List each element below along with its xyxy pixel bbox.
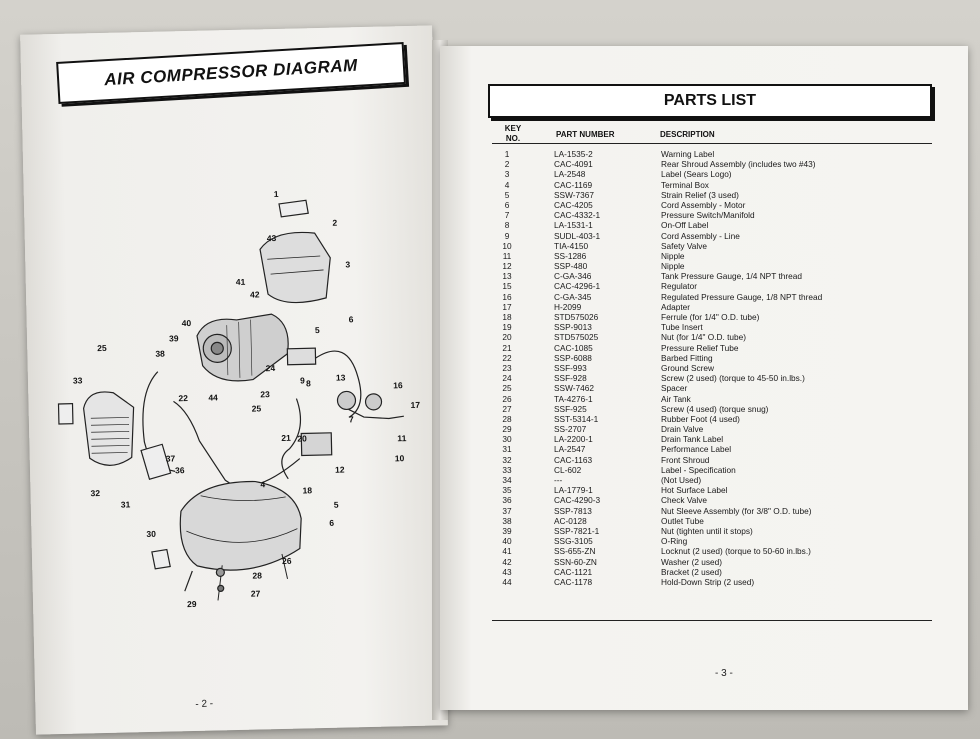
svg-text:17: 17: [410, 399, 421, 410]
part-number-cell: CAC-4296-1: [554, 281, 601, 292]
svg-text:25: 25: [251, 403, 262, 414]
key-cell: 30: [502, 434, 512, 445]
svg-text:10: 10: [394, 453, 405, 464]
drain-label-part: [152, 549, 170, 568]
svg-text:33: 33: [72, 375, 83, 386]
key-cell: 23: [502, 362, 512, 373]
warning-label-part: [279, 200, 308, 217]
svg-text:39: 39: [168, 333, 179, 344]
key-cell: 37: [502, 505, 512, 516]
svg-text:7: 7: [348, 414, 354, 425]
svg-text:21: 21: [281, 432, 291, 443]
part-number-cell: SSF-925: [554, 403, 587, 414]
part-number-cell: LA-2547: [554, 444, 586, 455]
key-cell: 20: [502, 332, 512, 343]
part-number-cell: CAC-4205: [554, 199, 593, 210]
part-number-cell: SS-1286: [554, 250, 587, 261]
description-cell: Air Tank: [661, 393, 691, 404]
key-cell: 7: [504, 210, 510, 221]
part-number-cell: SUDL-403-1: [554, 230, 601, 241]
description-cell: Washer (2 used): [661, 556, 723, 567]
part-number-cell: LA-1531-1: [554, 220, 593, 231]
part-number-cell: ---: [554, 475, 563, 485]
description-cell: Outlet Tube: [661, 515, 704, 526]
description-cell: Label (Sears Logo): [661, 169, 732, 180]
part-number-cell: LA-1535-2: [554, 149, 593, 159]
table-row: [496, 200, 926, 210]
part-number-cell: LA-2200-1: [554, 434, 593, 445]
table-row: [496, 271, 926, 281]
key-cell: 8: [504, 220, 510, 231]
drain-valve-part: [184, 571, 192, 591]
table-row: [496, 353, 926, 363]
table-row: [496, 455, 926, 465]
svg-text:29: 29: [186, 598, 197, 610]
description-cell: Strain Relief (3 used): [661, 189, 739, 200]
key-cell: 27: [502, 403, 512, 414]
svg-text:6: 6: [348, 314, 354, 325]
footer-rule: [492, 620, 932, 621]
svg-text:28: 28: [252, 570, 263, 581]
part-number-cell: CAC-1085: [554, 342, 593, 353]
key-cell: 16: [502, 291, 512, 302]
parts-list-title: PARTS LIST: [488, 84, 932, 118]
description-cell: Rear Shroud Assembly (includes two #43): [661, 159, 816, 170]
table-row: [496, 231, 926, 241]
key-cell: 3: [504, 169, 510, 180]
part-number-cell: CAC-4091: [554, 159, 593, 170]
description-cell: Performance Label: [661, 444, 732, 455]
table-row: [496, 444, 926, 454]
table-row: [496, 159, 926, 169]
part-number-cell: STD575025: [554, 332, 599, 343]
part-number-cell: SST-5314-1: [554, 413, 599, 424]
table-row: [496, 312, 926, 322]
table-row: [496, 434, 926, 444]
svg-text:30: 30: [146, 528, 157, 540]
part-number-header: PART NUMBER: [556, 130, 615, 139]
description-cell: Safety Valve: [661, 240, 707, 251]
svg-text:23: 23: [260, 389, 270, 400]
svg-text:25: 25: [97, 342, 107, 354]
key-cell: 18: [502, 312, 512, 322]
svg-text:8: 8: [305, 378, 311, 389]
description-cell: Adapter: [661, 301, 691, 312]
description-cell: Nut (tighten until it stops): [661, 525, 753, 536]
description-cell: Pressure Relief Tube: [661, 342, 739, 353]
svg-text:42: 42: [249, 289, 260, 300]
description-cell: Screw (2 used) (torque to 45-50 in.lbs.): [661, 373, 805, 384]
key-cell: 24: [502, 373, 512, 384]
table-row: [496, 485, 926, 495]
part-number-cell: CAC-1163: [554, 454, 593, 465]
part-number-cell: CAC-4332-1: [554, 210, 601, 221]
description-cell: Ferrule (for 1/4" O.D. tube): [661, 312, 760, 322]
description-cell: Check Valve: [661, 495, 707, 506]
part-number-cell: SSP-480: [554, 261, 588, 272]
part-number-cell: CAC-1178: [554, 576, 593, 587]
part-number-cell: SSF-928: [554, 373, 587, 384]
air-compressor-exploded-diagram: [42, 106, 434, 634]
key-cell: 25: [502, 383, 512, 394]
part-number-cell: CAC-1121: [554, 566, 593, 577]
svg-text:43: 43: [266, 233, 277, 244]
svg-text:41: 41: [235, 276, 246, 287]
svg-text:22: 22: [178, 393, 188, 404]
description-cell: Label - Specification: [661, 464, 736, 475]
svg-text:37: 37: [165, 453, 176, 464]
svg-text:12: 12: [334, 464, 345, 475]
table-row: [496, 149, 926, 159]
table-row: [496, 506, 926, 516]
table-row: [496, 322, 926, 332]
key-cell: 33: [502, 464, 512, 475]
part-number-cell: SSN-60-ZN: [554, 556, 597, 567]
part-number-cell: SSP-7821-1: [554, 525, 600, 536]
part-number-cell: SSP-6088: [554, 352, 592, 363]
part-number-cell: C-GA-346: [554, 271, 592, 282]
part-number-cell: TA-4276-1: [554, 393, 593, 404]
part-number-cell: STD575026: [554, 312, 599, 322]
description-cell: Nut (for 1/4" O.D. tube): [661, 332, 747, 343]
part-number-cell: SS-655-ZN: [554, 546, 596, 557]
svg-text:18: 18: [302, 485, 313, 496]
table-row: [496, 424, 926, 434]
key-cell: 35: [502, 485, 512, 496]
svg-text:5: 5: [333, 499, 339, 510]
description-cell: Locknut (2 used) (torque to 50-60 in.lbs.): [661, 546, 811, 557]
svg-text:6: 6: [329, 517, 335, 528]
description-cell: Drain Tank Label: [661, 434, 724, 445]
table-row: [496, 516, 926, 526]
svg-text:5: 5: [314, 325, 320, 336]
description-cell: Front Shroud: [661, 454, 710, 465]
diagram-title: AIR COMPRESSOR DIAGRAM: [56, 42, 406, 104]
description-cell: Barbed Fitting: [661, 352, 713, 363]
table-row: [496, 363, 926, 373]
table-row: [496, 383, 926, 393]
parts-table: [496, 149, 926, 587]
svg-text:31: 31: [120, 499, 131, 510]
description-cell: Nut Sleeve Assembly (for 3/8" O.D. tube): [661, 505, 812, 516]
description-cell: (Not Used): [661, 475, 702, 485]
part-number-cell: CAC-1169: [554, 179, 593, 190]
key-cell: 39: [502, 525, 512, 536]
description-cell: Bracket (2 used): [661, 566, 722, 577]
part-number-cell: SS-2707: [554, 424, 587, 435]
part-number-cell: SSP-7813: [554, 505, 592, 516]
part-number-cell: SSG-3105: [554, 536, 593, 547]
left-page: [20, 25, 448, 734]
svg-text:2: 2: [332, 217, 338, 228]
table-row: [496, 546, 926, 556]
terminal-box-part: [287, 348, 315, 365]
table-row: [496, 302, 926, 312]
key-cell: 43: [502, 566, 512, 577]
table-row: [496, 343, 926, 353]
regulated-gauge-part: [365, 394, 381, 410]
key-cell: 38: [502, 515, 512, 526]
part-number-cell: LA-2548: [554, 169, 586, 180]
description-cell: Screw (4 used) (torque snug): [661, 403, 769, 414]
svg-text:1: 1: [273, 188, 279, 200]
table-row: [496, 190, 926, 200]
svg-text:11: 11: [397, 433, 407, 444]
table-row: [496, 210, 926, 220]
table-row: [496, 373, 926, 383]
part-number-cell: C-GA-345: [554, 291, 592, 302]
header-rule: [492, 143, 932, 144]
key-cell: 9: [504, 230, 510, 241]
description-cell: Nipple: [661, 250, 685, 261]
part-number-cell: CL-602: [554, 464, 582, 475]
table-row: [496, 169, 926, 179]
key-cell: 29: [502, 424, 512, 435]
key-cell: 17: [502, 301, 512, 312]
key-cell: 12: [502, 261, 512, 272]
key-cell: 28: [502, 413, 512, 424]
svg-text:9: 9: [299, 375, 305, 386]
description-cell: Pressure Switch/Manifold: [661, 210, 755, 221]
tank-gauge-part: [337, 391, 355, 409]
table-row: [496, 180, 926, 190]
part-number-cell: SSP-9013: [554, 322, 592, 333]
table-row: [496, 241, 926, 251]
table-row: [496, 526, 926, 536]
part-number-cell: SSW-7462: [554, 383, 594, 394]
key-cell: 41: [502, 546, 512, 557]
description-cell: O-Ring: [661, 536, 688, 547]
key-cell: 22: [502, 352, 512, 363]
svg-text:38: 38: [155, 348, 165, 359]
key-cell: 36: [502, 495, 512, 506]
description-cell: Warning Label: [661, 149, 715, 159]
spec-label-part: [58, 404, 72, 424]
part-number-cell: SSW-7367: [554, 189, 594, 200]
key-cell: 26: [502, 393, 512, 404]
left-page-number: - 2 -: [195, 698, 214, 711]
description-cell: Hot Surface Label: [661, 485, 728, 496]
key-cell: 19: [502, 322, 512, 333]
svg-text:36: 36: [174, 465, 185, 476]
part-number-cell: H-2099: [554, 301, 582, 312]
key-cell: 40: [502, 536, 512, 547]
key-cell: 1: [504, 149, 510, 159]
description-cell: Cord Assembly - Line: [661, 230, 740, 241]
svg-text:24: 24: [265, 363, 276, 374]
table-row: [496, 281, 926, 291]
description-header: DESCRIPTION: [660, 130, 715, 139]
key-cell: 4: [504, 179, 510, 190]
description-cell: Ground Screw: [661, 362, 715, 373]
key-cell: 15: [502, 281, 512, 292]
part-number-cell: CAC-4290-3: [554, 495, 601, 506]
key-cell: 6: [504, 199, 510, 210]
key-cell: 21: [502, 342, 512, 353]
table-row: [496, 332, 926, 342]
svg-text:3: 3: [345, 259, 351, 270]
description-cell: Hold-Down Strip (2 used): [661, 576, 755, 587]
svg-text:20: 20: [297, 433, 307, 444]
description-cell: Spacer: [661, 383, 688, 394]
table-row: [496, 536, 926, 546]
description-cell: Regulator: [661, 281, 697, 292]
key-cell: 10: [502, 240, 512, 251]
table-row: [496, 292, 926, 302]
svg-text:16: 16: [393, 380, 403, 391]
key-cell: 13: [502, 271, 512, 282]
part-number-cell: TIA-4150: [554, 240, 589, 251]
description-cell: Tube Insert: [661, 322, 703, 333]
part-number-cell: SSF-993: [554, 362, 587, 373]
description-cell: On-Off Label: [661, 220, 709, 231]
table-row: [496, 394, 926, 404]
svg-text:32: 32: [90, 488, 101, 499]
key-cell: 42: [502, 556, 512, 567]
right-page: [440, 46, 968, 710]
description-cell: Cord Assembly - Motor: [661, 199, 746, 210]
table-row: [496, 567, 926, 577]
svg-text:40: 40: [181, 317, 192, 329]
table-row: [496, 404, 926, 414]
table-row: [496, 475, 926, 485]
svg-text:27: 27: [250, 588, 261, 599]
description-cell: Rubber Foot (4 used): [661, 413, 740, 424]
part-number-cell: AC-0128: [554, 515, 587, 526]
table-row: [496, 577, 926, 587]
svg-text:13: 13: [335, 372, 346, 383]
key-cell: 2: [504, 159, 510, 170]
right-page-number: - 3 -: [715, 668, 733, 679]
front-shroud-part: [83, 391, 135, 466]
table-row: [496, 251, 926, 261]
table-row: [496, 261, 926, 271]
table-row: [496, 414, 926, 424]
description-cell: Nipple: [661, 261, 685, 272]
part-number-cell: LA-1779-1: [554, 485, 593, 496]
description-cell: Regulated Pressure Gauge, 1/8 NPT thread: [661, 291, 823, 302]
key-cell: 5: [504, 189, 510, 200]
key-cell: 31: [502, 444, 512, 455]
description-cell: Drain Valve: [661, 424, 704, 435]
table-row: [496, 465, 926, 475]
key-cell: 34: [502, 475, 512, 485]
table-row: [496, 495, 926, 505]
table-row: [496, 557, 926, 567]
key-cell: 11: [502, 250, 512, 261]
key-cell: 32: [502, 454, 512, 465]
description-cell: Tank Pressure Gauge, 1/4 NPT thread: [661, 271, 802, 282]
key-cell: 44: [502, 576, 512, 587]
svg-text:26: 26: [282, 555, 292, 566]
svg-text:44: 44: [208, 392, 218, 403]
table-row: [496, 220, 926, 230]
description-cell: Terminal Box: [661, 179, 709, 190]
svg-text:4: 4: [260, 479, 266, 490]
key-no-header: KEY NO.: [504, 124, 522, 143]
